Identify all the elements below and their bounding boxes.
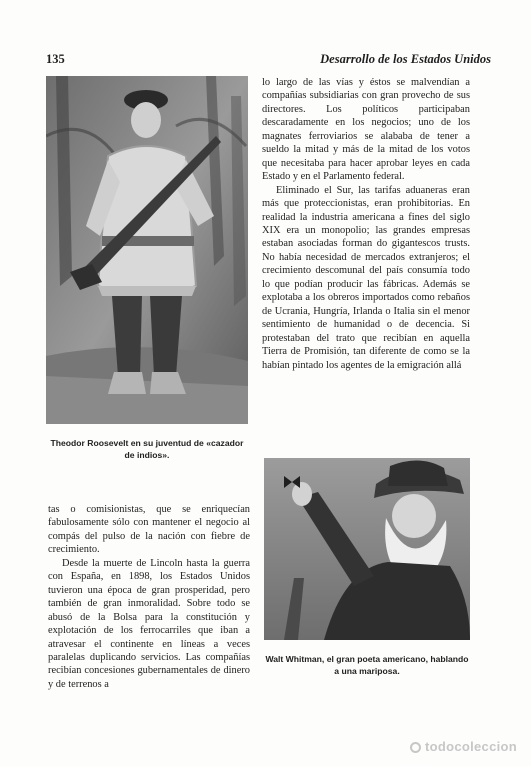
watermark-text: todocoleccion: [424, 739, 517, 754]
roosevelt-photo: [46, 76, 248, 424]
paragraph: lo largo de las vías y éstos se malvendían a compañías subsidiarias con gran provecho de sus directores. Los políticos participaban descaradamente en los negocios; uno de los magnates ferroviarios se alababa de tener a sueldo la mitad y más de la mitad de los votos que necesitaba para hacer aprobar leyes en cada Estado y en el Parlamento federal.: [262, 77, 470, 183]
whitman-photo: [264, 458, 470, 640]
page-number: 135: [46, 52, 65, 66]
left-text-column: [48, 503, 250, 691]
running-header: Desarrollo de los Estados Unidos: [320, 52, 491, 66]
watermark-logo-icon: [410, 742, 421, 753]
paragraph: Eliminado el Sur, las tarifas aduaneras eran más que proteccionistas, eran prohibitorias. En realidad la industria americana a fines del siglo XIX era un monopolio; las grandes empresas estaban asociadas forman do gigantescos trusts. No había necesidad de mercados extranjeros; el crecimiento descomunal del país consumía todo lo que podían producir las fábricas. Además se explotaba a los obreros importados como rebaños de Ucrania, Hungría, Irlanda o Italia sin el menor sentimiento de humanidad o de decencia. Si protestaban del trato que recibían en aquella Tierra de Promisión, tan diferente de como se la habían pintado los agentes de la emigración allá: [262, 184, 470, 371]
paragraph: Desde la muerte de Lincoln hasta la guerra con España, en 1898, los Estados Unidos tuvieron una época de gran prosperidad, pero también de gran inmoralidad. Sobre todo se abusó de la Bolsa para la constitución y explotación de los ferrocarriles que iban a atravesar el continente en líneas a veces paralelas duplicando servicios. Las compañías recibían concesiones gubernamentales de dinero y de terrenos a: [48, 557, 250, 690]
paragraph: tas o comisionistas, que se enriquecían fabulosamente sólo con mantener el negocio al compás del pulso de la nación con fiebre de crecimiento.: [48, 504, 250, 556]
roosevelt-caption: Theodor Roosevelt en su juventud de «cazador de indios».: [50, 438, 244, 460]
right-text-column: [262, 76, 470, 372]
roosevelt-photo-illustration: [46, 76, 248, 424]
whitman-photo-illustration: [264, 458, 470, 640]
watermark: [410, 739, 517, 754]
whitman-caption: Walt Whitman, el gran poeta americano, hablando a una mariposa.: [265, 654, 469, 676]
